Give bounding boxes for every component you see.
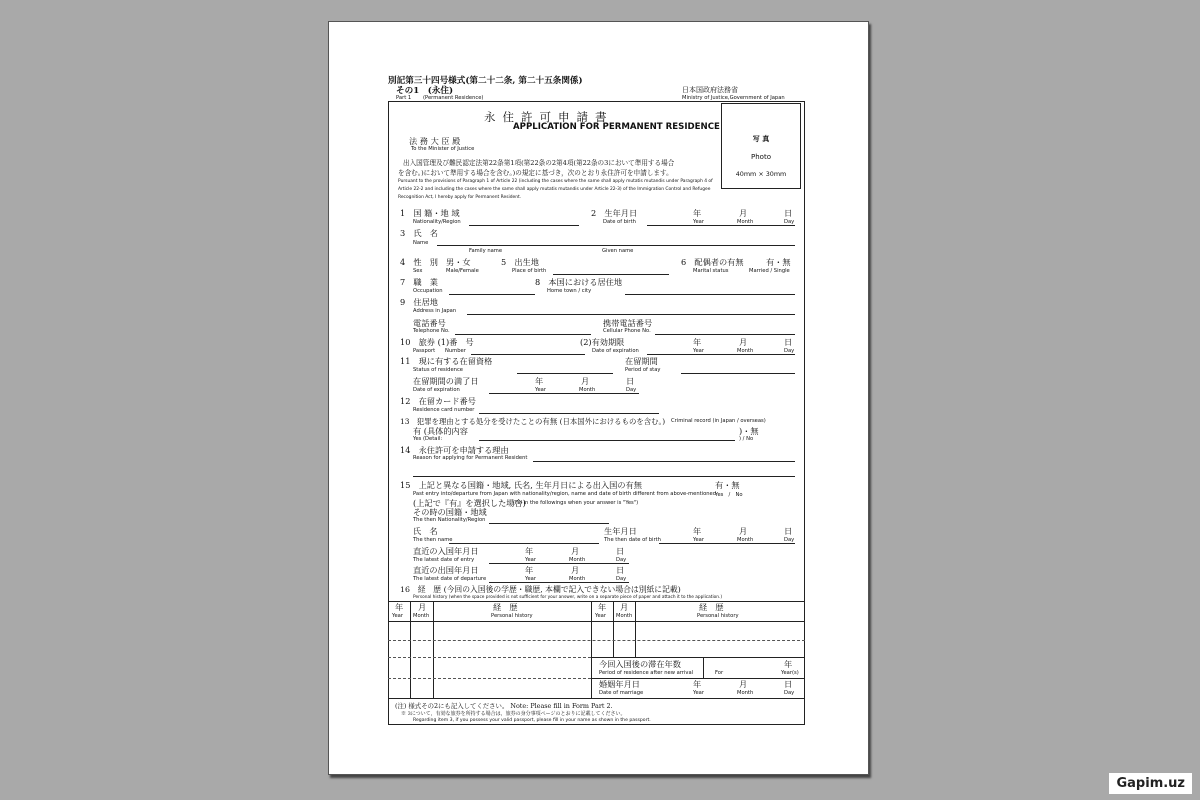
marital-options-jp[interactable]: 有・無 bbox=[766, 257, 791, 267]
cell-label-en: Cellular Phone No. bbox=[603, 328, 651, 334]
passport-exp-label-jp: (2)有効期限 bbox=[580, 337, 625, 347]
entry-month-en: Month bbox=[569, 557, 586, 563]
stay-exp-label-jp: 在留期間の満了日 bbox=[413, 376, 479, 386]
then-nationality-line[interactable] bbox=[489, 523, 609, 524]
criminal-no-jp[interactable]: )・無 bbox=[739, 426, 759, 436]
footer-note-1: (注) 様式その2にも記入してください。 Note: Please fill in Form Part 2. bbox=[395, 702, 613, 710]
criminal-yes-en: Yes (Detail: bbox=[413, 436, 443, 442]
sex-options-jp[interactable]: 男・女 bbox=[446, 257, 471, 267]
dep-day-jp: 日 bbox=[616, 565, 625, 575]
pexp-year-jp: 年 bbox=[693, 337, 702, 347]
criminal-yes-jp[interactable]: 有 (具体的内容 bbox=[413, 426, 468, 436]
dob-year-jp: 年 bbox=[693, 208, 702, 218]
sexp-month-jp: 月 bbox=[581, 376, 590, 386]
field-4-label-jp: 4 性 別 bbox=[400, 257, 438, 267]
then-dob-label-en: The then date of birth bbox=[604, 537, 661, 543]
field-10-label-en-1: Passport bbox=[413, 348, 436, 354]
tdob-month-en: Month bbox=[737, 537, 754, 543]
stay-line[interactable] bbox=[681, 373, 795, 374]
form-part-jp: その1 (永住) bbox=[396, 86, 454, 96]
form-part-en-1: Part 1 bbox=[396, 95, 412, 101]
field-13-label-en: Criminal record (in Japan / overseas) bbox=[671, 418, 766, 424]
dep-year-en: Year bbox=[525, 576, 536, 582]
field-16-label-jp: 16 経 歴 (今回の入国後の学歴・職歴, 本欄で記入できない場合は別紙に記載) bbox=[400, 585, 681, 594]
field-5-label-jp: 5 出生地 bbox=[501, 257, 539, 267]
cell-label-jp: 携帯電話番号 bbox=[603, 318, 653, 328]
field-9-line[interactable] bbox=[467, 314, 795, 315]
marriage-label-jp: 婚姻年月日 bbox=[599, 679, 640, 689]
footer-note-3: Regarding item 3, if you possess your valid passport, please fill in your name as shown in the passport. bbox=[413, 718, 651, 723]
dep-year-jp: 年 bbox=[525, 565, 534, 575]
form-number: 別記第三十四号様式(第二十二条, 第二十五条関係) bbox=[388, 76, 583, 86]
field-1-label-jp: 1 国 籍・地 域 bbox=[400, 208, 460, 218]
field-11-label-en: Status of residence bbox=[413, 367, 463, 373]
departure-line[interactable] bbox=[489, 582, 629, 583]
preamble-jp-2: を含む。)において準用する場合を含む。)の規定に基づき，次のとおり永住許可を申請します。 bbox=[398, 169, 673, 177]
sexp-year-en: Year bbox=[535, 387, 546, 393]
application-form-page bbox=[328, 21, 869, 775]
hist2-col-jp: 経 歴 bbox=[699, 602, 724, 612]
period-row-rule bbox=[591, 657, 805, 658]
pexp-month-en: Month bbox=[737, 348, 754, 354]
field-12-label-en: Residence card number bbox=[413, 407, 475, 413]
field-15-options-en: Yes / No bbox=[715, 492, 743, 498]
then-name-label-en: The then name bbox=[413, 537, 453, 543]
field-7-label-jp: 7 職 業 bbox=[400, 277, 438, 287]
period-label-jp: 今回入国後の滞在年数 bbox=[599, 659, 681, 669]
dob-month-en: Month bbox=[737, 219, 754, 225]
period-unit-jp: 年 bbox=[784, 659, 793, 669]
field-16-label-en: Personal history (when the space provided is not sufficient for your answer, write on a separate piece of paper and attach it to the application.) bbox=[413, 595, 723, 600]
entry-label-en: The latest date of entry bbox=[413, 557, 475, 563]
field-1-line[interactable] bbox=[469, 225, 579, 226]
dep-day-en: Day bbox=[616, 576, 627, 582]
reason-line-1[interactable] bbox=[533, 461, 795, 462]
marital-options-en: Married / Single bbox=[749, 268, 790, 274]
col-rule bbox=[410, 601, 411, 699]
field-14-label-jp: 14 永住許可を申請する理由 bbox=[400, 445, 509, 455]
photo-label-jp: 写 真 bbox=[752, 134, 770, 143]
tel-label-jp: 電話番号 bbox=[413, 318, 446, 328]
departure-label-en: The latest date of departure bbox=[413, 576, 487, 582]
then-nationality-label-en: The then Nationality/Region bbox=[413, 517, 486, 523]
hist-col-jp: 経 歴 bbox=[493, 602, 518, 612]
reason-line-2[interactable] bbox=[413, 476, 795, 477]
tel-label-en: Telephone No. bbox=[413, 328, 450, 334]
photo-label-en: Photo bbox=[751, 153, 771, 161]
sex-options-en: Male/Female bbox=[446, 268, 479, 274]
field-2-label-jp: 2 生年月日 bbox=[591, 208, 638, 218]
field-14-label-en: Reason for applying for Permanent Resident bbox=[413, 455, 528, 461]
field-15-label-jp: 15 上記と異なる国籍・地域, 氏名, 生年月日による出入国の有無 bbox=[400, 480, 642, 490]
then-name-label-jp: 氏 名 bbox=[413, 526, 438, 536]
title-en: APPLICATION FOR PERMANENT RESIDENCE bbox=[513, 122, 720, 132]
tdob-day-jp: 日 bbox=[784, 526, 793, 536]
preamble-en-1: Pursuant to the provisions of Paragraph 1 of Article 22 (including the cases where the same shall apply mutatis mutandis under Paragraph 4 of bbox=[398, 179, 713, 184]
dob-month-jp: 月 bbox=[739, 208, 748, 218]
stay-label-en: Period of stay bbox=[625, 367, 661, 373]
field-1-label-en: Nationality/Region bbox=[413, 219, 461, 225]
mar-day-jp: 日 bbox=[784, 679, 793, 689]
then-nationality-label-jp: その時の国籍・地域 bbox=[413, 507, 487, 517]
field-15-sub-en: (Fill in the followings when your answer is "Yes") bbox=[513, 500, 639, 506]
field-15-options-jp[interactable]: 有・無 bbox=[715, 480, 740, 490]
field-3-label-jp: 3 氏 名 bbox=[400, 228, 438, 238]
field-15-sub-jp: (上記で『有』を選択した場合) bbox=[413, 498, 526, 508]
field-7-label-en: Occupation bbox=[413, 288, 443, 294]
addressee-en: To the Minister of Justice bbox=[411, 146, 475, 152]
sexp-month-en: Month bbox=[579, 387, 596, 393]
field-2-label-en: Date of birth bbox=[603, 219, 636, 225]
watermark-logo: Gapim.uz bbox=[1109, 773, 1192, 794]
sexp-day-en: Day bbox=[626, 387, 637, 393]
field-9-label-jp: 9 住居地 bbox=[400, 297, 438, 307]
preamble-jp-1: 出入国管理及び難民認定法第22条第1項(第22条の2第4項(第22条の3において準用する場合 bbox=[403, 159, 675, 167]
form-part-en-2: (Permanent Residence) bbox=[423, 95, 484, 101]
ministry-jp: 日本国政府法務省 bbox=[682, 86, 738, 94]
given-name-label: Given name bbox=[602, 248, 634, 254]
hist2-month-jp: 月 bbox=[620, 602, 629, 612]
mar-year-en: Year bbox=[693, 690, 704, 696]
hist-month-jp: 月 bbox=[418, 602, 427, 612]
photo-box bbox=[721, 103, 801, 189]
period-label-en: Period of residence after new arrival bbox=[599, 670, 694, 676]
field-12-line[interactable] bbox=[479, 413, 659, 414]
hist-year-jp: 年 bbox=[395, 602, 404, 612]
field-13-label-jp: 13 犯罪を理由とする処分を受けたことの有無 (日本国外におけるものを含む。) bbox=[400, 417, 666, 426]
hist2-year-en: Year bbox=[595, 613, 606, 619]
mar-day-en: Day bbox=[784, 690, 795, 696]
pexp-day-jp: 日 bbox=[784, 337, 793, 347]
stay-exp-label-en: Date of expiration bbox=[413, 387, 460, 393]
mar-month-en: Month bbox=[737, 690, 754, 696]
hist2-col-en: Personal history bbox=[697, 613, 739, 619]
dob-day-jp: 日 bbox=[784, 208, 793, 218]
field-8-label-en: Home town / city bbox=[547, 288, 592, 294]
period-unit-en: Year(s) bbox=[781, 670, 799, 676]
cell-line[interactable] bbox=[655, 334, 795, 335]
tdob-year-jp: 年 bbox=[693, 526, 702, 536]
history-row-rule bbox=[388, 657, 591, 658]
ministry-en: Ministry of Justice,Government of Japan bbox=[682, 95, 785, 101]
mar-month-jp: 月 bbox=[739, 679, 748, 689]
field-2-line[interactable] bbox=[647, 225, 795, 226]
history-header-rule bbox=[388, 621, 805, 622]
marriage-label-en: Date of marriage bbox=[599, 690, 644, 696]
field-11-label-jp: 11 現に有する在留資格 bbox=[400, 356, 493, 366]
period-col-rule bbox=[703, 657, 704, 678]
pexp-day-en: Day bbox=[784, 348, 795, 354]
field-8-label-jp: 8 本国における居住地 bbox=[535, 277, 623, 287]
field-10-label-jp: 10 旅券 (1)番 号 bbox=[400, 337, 474, 347]
footer-note-2: ※ 3について，有効な旅券を所持する場合は，旅券の身分事項ページのとおりに記載してください。 bbox=[401, 711, 626, 717]
field-7-line[interactable] bbox=[449, 294, 535, 295]
field-5-label-en: Place of birth bbox=[512, 268, 547, 274]
field-10-label-en-2: Number bbox=[445, 348, 466, 354]
passport-exp-label-en: Date of expiration bbox=[592, 348, 639, 354]
entry-day-jp: 日 bbox=[616, 546, 625, 556]
tel-line[interactable] bbox=[455, 334, 591, 335]
family-name-label: Family name bbox=[469, 248, 503, 254]
field-9-label-en: Address in Japan bbox=[413, 308, 457, 314]
tdob-year-en: Year bbox=[693, 537, 704, 543]
pexp-year-en: Year bbox=[693, 348, 704, 354]
dep-month-jp: 月 bbox=[571, 565, 580, 575]
col-rule bbox=[613, 601, 614, 657]
entry-year-jp: 年 bbox=[525, 546, 534, 556]
field-3-label-en: Name bbox=[413, 240, 429, 246]
tdob-month-jp: 月 bbox=[739, 526, 748, 536]
addressee-jp: 法 務 大 臣 殿 bbox=[409, 136, 461, 146]
pexp-month-jp: 月 bbox=[739, 337, 748, 347]
field-12-label-jp: 12 在留カード番号 bbox=[400, 396, 476, 406]
col-rule bbox=[635, 601, 636, 657]
col-rule bbox=[591, 601, 592, 699]
period-for: For bbox=[715, 670, 724, 676]
preamble-en-2: Article 22-2 and including the cases where the same shall apply mutatis mutandis under Article 22-3) of the Immigration Control and Refugee bbox=[398, 187, 711, 192]
photo-size: 40mm × 30mm bbox=[735, 170, 787, 178]
entry-year-en: Year bbox=[525, 557, 536, 563]
field-8-line[interactable] bbox=[625, 294, 795, 295]
criminal-detail-line[interactable] bbox=[479, 440, 735, 441]
history-row-rule bbox=[388, 640, 805, 641]
hist2-month-en: Month bbox=[616, 613, 633, 619]
field-6-label-jp: 6 配偶者の有無 bbox=[681, 257, 744, 267]
field-3-line[interactable] bbox=[437, 245, 795, 246]
dob-day-en: Day bbox=[784, 219, 795, 225]
field-15-label-en: Past entry into/departure from Japan with nationality/region, name and date of birth different from above-mentioned bbox=[413, 491, 717, 497]
entry-label-jp: 直近の入国年月日 bbox=[413, 546, 479, 556]
sexp-year-jp: 年 bbox=[535, 376, 544, 386]
col-rule bbox=[433, 601, 434, 699]
dep-month-en: Month bbox=[569, 576, 586, 582]
entry-line[interactable] bbox=[489, 563, 629, 564]
departure-label-jp: 直近の出国年月日 bbox=[413, 565, 479, 575]
hist2-year-jp: 年 bbox=[598, 602, 607, 612]
criminal-no-en: ) / No bbox=[739, 436, 754, 442]
then-name-line[interactable] bbox=[449, 543, 599, 544]
hist-month-en: Month bbox=[413, 613, 430, 619]
field-6-label-en: Marital status bbox=[693, 268, 729, 274]
then-dob-label-jp: 生年月日 bbox=[604, 526, 637, 536]
dob-year-en: Year bbox=[693, 219, 704, 225]
entry-month-jp: 月 bbox=[571, 546, 580, 556]
passport-exp-line[interactable] bbox=[647, 354, 795, 355]
stay-exp-line[interactable] bbox=[489, 393, 639, 394]
history-row-rule bbox=[388, 678, 591, 679]
hist-year-en: Year bbox=[392, 613, 403, 619]
stay-label-jp: 在留期間 bbox=[625, 356, 658, 366]
passport-number-line[interactable] bbox=[471, 354, 585, 355]
sexp-day-jp: 日 bbox=[626, 376, 635, 386]
field-4-label-en: Sex bbox=[413, 268, 423, 274]
title-jp: 永住許可申請書 bbox=[484, 110, 614, 124]
then-dob-line[interactable] bbox=[659, 543, 795, 544]
preamble-en-3: Recognition Act, I hereby apply for Permanent Resident. bbox=[398, 195, 522, 200]
mar-year-jp: 年 bbox=[693, 679, 702, 689]
field-5-line[interactable] bbox=[553, 274, 669, 275]
tdob-day-en: Day bbox=[784, 537, 795, 543]
hist-col-en: Personal history bbox=[491, 613, 533, 619]
entry-day-en: Day bbox=[616, 557, 627, 563]
status-line[interactable] bbox=[517, 373, 613, 374]
